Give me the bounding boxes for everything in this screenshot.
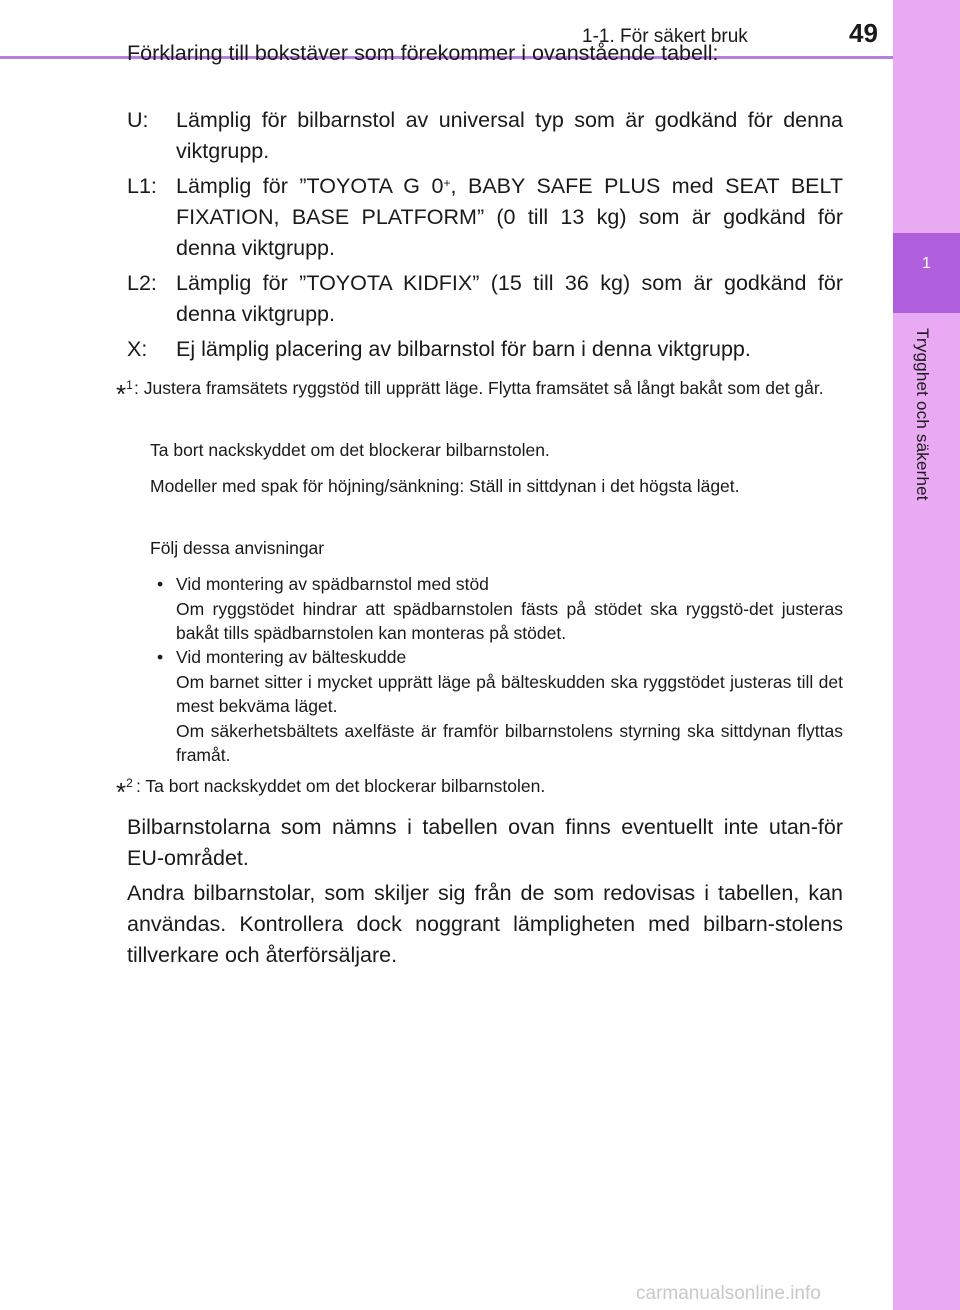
intro-text: Förklaring till bokstäver som förekommer i ovanstående tabell: (127, 41, 719, 65)
bullet-item (150, 645, 843, 768)
watermark: carmanualsonline.info (636, 1283, 821, 1304)
definition-text: Ej lämplig placering av bilbarnstol för barn i denna viktgrupp. (176, 337, 751, 361)
bullet-dot: • (157, 574, 164, 594)
definition-text (176, 171, 843, 264)
bullet-item (150, 572, 843, 646)
bullet-title: Vid montering av bälteskudde (176, 647, 407, 667)
footnote2-marker (116, 772, 133, 807)
page-number: 49 (849, 18, 878, 48)
footnote1-para3: Modeller med spak för höjning/sänkning: Ställ in sittdynan i det högsta läget. (150, 476, 740, 496)
bullet-text: Om säkerhetsbältets axelfäste är framför bilbarnstolens styrning ska sittdynan flyttas framåt. (176, 720, 843, 765)
bullet-title: Vid montering av spädbarnstol med stöd (176, 574, 489, 594)
footnote1-para2: Ta bort nackskyddet om det blockerar bilbarnstolen. (150, 440, 550, 460)
definition-text: Lämplig för ”TOYOTA KIDFIX” (15 till 36 kg) som är godkänd för denna viktgrupp. (176, 271, 843, 326)
definition-key: L1: (127, 174, 157, 198)
asterisk: * (116, 379, 127, 409)
section-title: 1-1. För säkert bruk (582, 26, 748, 47)
paragraph: Bilbarnstolarna som nämns i tabellen ovan finns eventuellt inte utan-för EU-området. (127, 815, 843, 870)
bullet-text: Om ryggstödet hindrar att spädbarnstolen fästs på stödet ska ryggstö-det justeras bakåt tills spädbarnstolen kan monteras på stödet. (176, 598, 843, 643)
chapter-side-tab (893, 0, 960, 1310)
bullet-text: Om barnet sitter i mycket upprätt läge på bälteskudden ska ryggstödet justeras till det mest bekväma läget. (176, 671, 843, 716)
footnote1-text (134, 374, 844, 402)
footnote-number: 1 (126, 378, 133, 392)
footnote-body: : Justera framsätets ryggstöd till upprätt läge. Flytta framsätet så långt bakåt som det går. (134, 378, 824, 398)
definition-l1 (127, 171, 843, 264)
definition-text: Lämplig för bilbarnstol av universal typ som är godkänd för denna viktgrupp. (176, 108, 843, 163)
footnote1-marker (116, 374, 133, 409)
asterisk: * (116, 777, 127, 807)
definition-key: X: (127, 337, 148, 361)
definition-l2 (127, 268, 843, 330)
definition-key: U: (127, 108, 149, 132)
definition-text-part: Lämplig för ”TOYOTA G 0 (176, 174, 444, 198)
footnote1-para4: Följ dessa anvisningar (150, 538, 325, 558)
superscript-plus: + (443, 176, 451, 190)
chapter-title: Trygghet och säkerhet (913, 328, 932, 501)
bullet-dot: • (157, 647, 164, 667)
definition-x (127, 334, 843, 365)
chapter-tab-marker (893, 233, 960, 313)
definition-text-part: , BABY SAFE PLUS med SEAT BELT FIXATION, BASE PLATFORM” (0 till 13 kg) som är godkänd för denna viktgrupp. (176, 174, 843, 260)
definition-u (127, 105, 843, 167)
footnote2-text: : Ta bort nackskyddet om det blockerar bilbarnstolen. (136, 776, 546, 796)
footnote-number: 2 (126, 776, 133, 790)
paragraph: Andra bilbarnstolar, som skiljer sig från de som redovisas i tabellen, kan användas. Kontrollera dock noggrant lämpligheten med bilbarn-stolens tillverkare och återförsäljare. (127, 881, 843, 967)
chapter-number: 1 (922, 255, 931, 272)
definition-key: L2: (127, 271, 157, 295)
